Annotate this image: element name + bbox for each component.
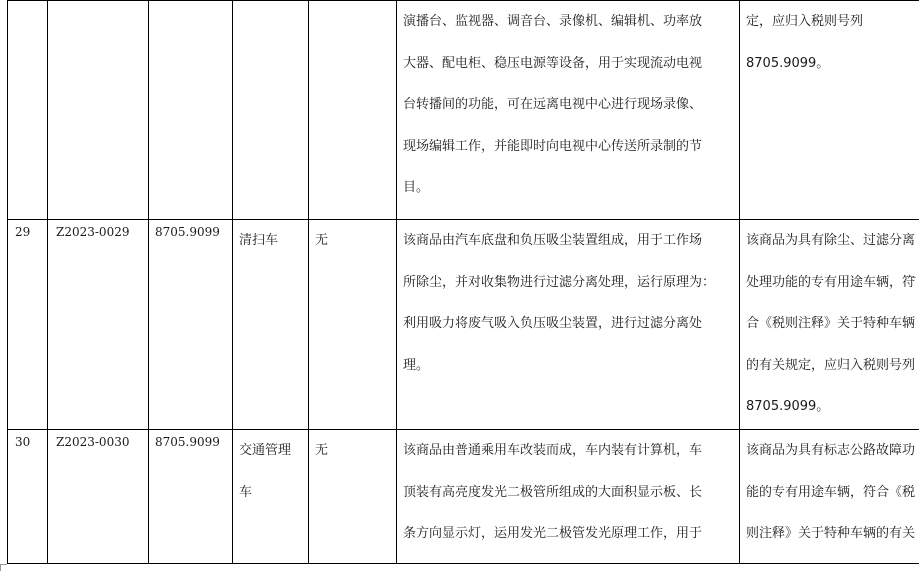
- row-description-cell: [397, 430, 740, 564]
- description-line: 顶装有高亮度发光二极管所组成的大面积显示板、长: [403, 484, 703, 500]
- row-code-cell: Z2023-0029: [48, 220, 149, 430]
- name-line: 清扫车: [239, 233, 279, 248]
- row-description-cell: [397, 1, 740, 220]
- row-description-cell: [397, 220, 740, 430]
- description-line: 利用吸力将废气吸入负压吸尘装置，进行过滤分离处: [403, 316, 703, 331]
- row-index-cell: 29: [8, 220, 48, 430]
- description-line: 台转播间的功能，可在远离电视中心进行现场录像、: [403, 97, 703, 112]
- description-line: 该商品由普通乘用车改装而成，车内装有计算机，车: [403, 443, 703, 458]
- name-line: 交通管理: [239, 443, 292, 458]
- row-tariff-cell: 8705.9099: [149, 220, 233, 430]
- table-row: [8, 220, 919, 430]
- table-row: [8, 1, 919, 220]
- page-edge-marker: [912, 277, 916, 289]
- reason-line: 的有关规定，应归入税则号列: [746, 357, 916, 373]
- row-other-cell: [309, 1, 397, 220]
- reason-line: 8705.9099。: [746, 399, 830, 414]
- reason-line: 能的专有用途车辆，符合《税: [746, 484, 916, 500]
- row-other-cell: 无: [309, 430, 397, 564]
- classification-table: [7, 0, 919, 564]
- row-name-cell: [233, 430, 309, 564]
- row-tariff-cell: [149, 1, 233, 220]
- row-reason-cell: [740, 220, 919, 430]
- description-line: 大器、配电柜、稳压电源等设备，用于实现流动电视: [403, 55, 703, 71]
- row-code-cell: [48, 1, 149, 220]
- name-line: 车: [239, 484, 253, 500]
- reason-line: 8705.9099。: [746, 55, 830, 71]
- description-line: 条方向显示灯，运用发光二极管发光原理工作，用于: [403, 526, 703, 541]
- description-line: 目。: [403, 180, 430, 195]
- row-code-cell: Z2023-0030: [48, 430, 149, 564]
- table-row: [8, 430, 919, 564]
- row-reason-cell: [740, 430, 919, 564]
- row-index-cell: 30: [8, 430, 48, 564]
- row-name-cell: [233, 1, 309, 220]
- row-index-cell: [8, 1, 48, 220]
- description-line: 所除尘，并对收集物进行过滤分离处理，运行原理为：: [403, 274, 716, 290]
- reason-line: 该商品为具有标志公路故障功: [746, 443, 916, 458]
- row-tariff-cell: 8705.9099: [149, 430, 233, 564]
- row-reason-cell: [740, 1, 919, 220]
- description-line: 演播台、监视器、调音台、录像机、编辑机、功率放: [403, 14, 703, 29]
- page-corner-marker: [0, 564, 7, 571]
- reason-line: 该商品为具有除尘、过滤分离: [746, 233, 916, 248]
- row-other-cell: 无: [309, 220, 397, 430]
- reason-line: 合《税则注释》关于特种车辆: [746, 316, 916, 331]
- row-name-cell: [233, 220, 309, 430]
- description-line: 该商品由汽车底盘和负压吸尘装置组成，用于工作场: [403, 233, 703, 248]
- reason-line: 处理功能的专有用途车辆，符: [746, 274, 916, 290]
- reason-line: 定，应归入税则号列: [746, 14, 864, 29]
- reason-line: 则注释》关于特种车辆的有关: [746, 526, 916, 541]
- description-line: 理。: [403, 357, 430, 373]
- description-line: 现场编辑工作，并能即时向电视中心传送所录制的节: [403, 138, 703, 154]
